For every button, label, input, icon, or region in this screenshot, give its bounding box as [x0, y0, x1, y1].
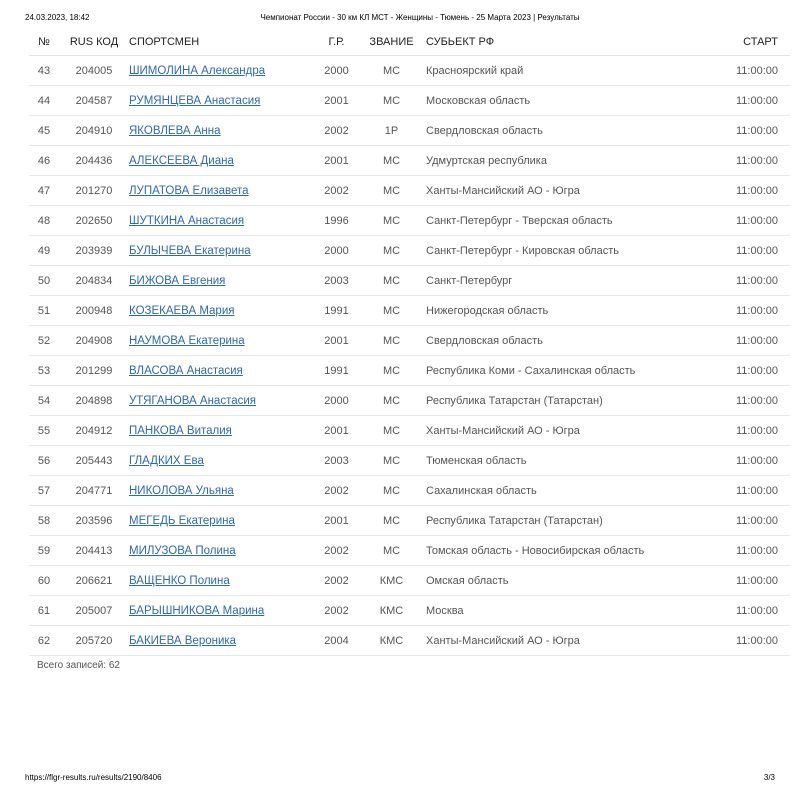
table-row: [29, 536, 790, 566]
cell-region: Свердловская область: [419, 116, 701, 146]
cell-code: 205443: [59, 446, 129, 476]
cell-athlete: [129, 626, 309, 656]
cell-rank: КМС: [364, 596, 419, 626]
athlete-link[interactable]: БУЛЫЧЕВА Екатерина: [129, 244, 251, 257]
cell-rank: КМС: [364, 566, 419, 596]
cell-num: 50: [29, 266, 59, 296]
table-row: [29, 626, 790, 656]
cell-start: 11:00:00: [701, 206, 790, 236]
cell-athlete: [129, 206, 309, 236]
cell-year: 2001: [309, 146, 364, 176]
cell-rank: МС: [364, 146, 419, 176]
cell-code: 201299: [59, 356, 129, 386]
cell-start: 11:00:00: [701, 296, 790, 326]
cell-start: 11:00:00: [701, 236, 790, 266]
cell-region: Тюменская область: [419, 446, 701, 476]
cell-num: 54: [29, 386, 59, 416]
table-row: [29, 236, 790, 266]
cell-year: 2002: [309, 476, 364, 506]
cell-code: 205007: [59, 596, 129, 626]
cell-code: 204834: [59, 266, 129, 296]
athlete-link[interactable]: ГЛАДКИХ Ева: [129, 454, 204, 467]
cell-region: Омская область: [419, 566, 701, 596]
cell-rank: МС: [364, 386, 419, 416]
cell-code: 204910: [59, 116, 129, 146]
cell-start: 11:00:00: [701, 476, 790, 506]
cell-code: 204771: [59, 476, 129, 506]
column-header-rank[interactable]: ЗВАНИЕ: [364, 28, 419, 56]
cell-athlete: [129, 506, 309, 536]
cell-rank: МС: [364, 356, 419, 386]
cell-rank: МС: [364, 536, 419, 566]
cell-rank: КМС: [364, 626, 419, 656]
cell-code: 204908: [59, 326, 129, 356]
cell-rank: МС: [364, 446, 419, 476]
cell-code: 205720: [59, 626, 129, 656]
cell-code: 201270: [59, 176, 129, 206]
cell-region: Удмуртская республика: [419, 146, 701, 176]
table-row: [29, 416, 790, 446]
cell-code: 204436: [59, 146, 129, 176]
cell-year: 2002: [309, 536, 364, 566]
cell-rank: МС: [364, 86, 419, 116]
cell-rank: МС: [364, 296, 419, 326]
cell-region: Санкт-Петербург: [419, 266, 701, 296]
cell-start: 11:00:00: [701, 506, 790, 536]
cell-region: Московская область: [419, 86, 701, 116]
cell-region: Свердловская область: [419, 326, 701, 356]
athlete-link[interactable]: БИЖОВА Евгения: [129, 274, 226, 287]
cell-athlete: [129, 266, 309, 296]
cell-start: 11:00:00: [701, 326, 790, 356]
cell-start: 11:00:00: [701, 356, 790, 386]
print-page-title: Чемпионат России - 30 км КЛ МСТ - Женщины - Тюмень - 25 Марта 2023 | Результаты: [260, 13, 580, 22]
cell-year: 1996: [309, 206, 364, 236]
cell-num: 60: [29, 566, 59, 596]
cell-year: 2001: [309, 86, 364, 116]
athlete-link[interactable]: МЕГЕДЬ Екатерина: [129, 514, 235, 527]
athlete-link[interactable]: НИКОЛОВА Ульяна: [129, 484, 234, 497]
cell-region: Сахалинская область: [419, 476, 701, 506]
cell-num: 58: [29, 506, 59, 536]
cell-code: 204413: [59, 536, 129, 566]
table-row: [29, 206, 790, 236]
athlete-link[interactable]: БАРЫШНИКОВА Марина: [129, 604, 265, 617]
cell-code: 203596: [59, 506, 129, 536]
cell-year: 2002: [309, 176, 364, 206]
cell-num: 47: [29, 176, 59, 206]
cell-athlete: [129, 296, 309, 326]
cell-region: Санкт-Петербург - Кировская область: [419, 236, 701, 266]
print-datetime: 24.03.2023, 18:42: [25, 13, 90, 22]
page-number: 3/3: [763, 773, 775, 782]
cell-year: 2003: [309, 446, 364, 476]
cell-athlete: [129, 476, 309, 506]
cell-num: 53: [29, 356, 59, 386]
cell-num: 59: [29, 536, 59, 566]
athlete-link[interactable]: ЛУПАТОВА Елизавета: [129, 184, 249, 197]
athlete-link[interactable]: БАКИЕВА Вероника: [129, 634, 237, 647]
cell-start: 11:00:00: [701, 626, 790, 656]
cell-athlete: [129, 596, 309, 626]
column-header-region[interactable]: СУБЬЕКТ РФ: [419, 28, 701, 56]
print-url: https://flgr-results.ru/results/2190/8406: [25, 773, 162, 782]
cell-num: 44: [29, 86, 59, 116]
cell-year: 2001: [309, 506, 364, 536]
cell-athlete: [129, 386, 309, 416]
cell-year: 2002: [309, 566, 364, 596]
cell-region: Ханты-Мансийский АО - Югра: [419, 416, 701, 446]
cell-athlete: [129, 566, 309, 596]
cell-start: 11:00:00: [701, 116, 790, 146]
cell-start: 11:00:00: [701, 596, 790, 626]
cell-code: 202650: [59, 206, 129, 236]
cell-athlete: [129, 176, 309, 206]
total-records: Всего записей: 62: [37, 660, 120, 671]
cell-athlete: [129, 416, 309, 446]
athlete-link[interactable]: НАУМОВА Екатерина: [129, 334, 245, 347]
print-footer: [25, 773, 775, 785]
cell-year: 2001: [309, 326, 364, 356]
column-header-athlete[interactable]: СПОРТСМЕН: [129, 28, 309, 56]
table-row: [29, 86, 790, 116]
cell-start: 11:00:00: [701, 56, 790, 86]
cell-num: 55: [29, 416, 59, 446]
cell-year: 2003: [309, 266, 364, 296]
cell-code: 204898: [59, 386, 129, 416]
athlete-link[interactable]: ЯКОВЛЕВА Анна: [129, 124, 221, 137]
cell-num: 51: [29, 296, 59, 326]
cell-year: 2004: [309, 626, 364, 656]
table-row: [29, 176, 790, 206]
cell-start: 11:00:00: [701, 536, 790, 566]
cell-code: 206621: [59, 566, 129, 596]
cell-num: 62: [29, 626, 59, 656]
cell-athlete: [129, 326, 309, 356]
athlete-link[interactable]: ВАЩЕНКО Полина: [129, 574, 230, 587]
results-table-body: [29, 56, 790, 656]
cell-code: 204587: [59, 86, 129, 116]
cell-num: 45: [29, 116, 59, 146]
cell-athlete: [129, 56, 309, 86]
cell-start: 11:00:00: [701, 86, 790, 116]
cell-region: Красноярский край: [419, 56, 701, 86]
column-header-start[interactable]: СТАРТ: [701, 28, 790, 56]
cell-code: 204005: [59, 56, 129, 86]
athlete-link[interactable]: ШИМОЛИНА Александра: [129, 64, 266, 77]
cell-athlete: [129, 236, 309, 266]
cell-rank: МС: [364, 506, 419, 536]
athlete-link[interactable]: МИЛУЗОВА Полина: [129, 544, 236, 557]
cell-athlete: [129, 116, 309, 146]
cell-year: 2000: [309, 236, 364, 266]
athlete-link[interactable]: ПАНКОВА Виталия: [129, 424, 232, 437]
cell-rank: 1Р: [364, 116, 419, 146]
cell-code: 203939: [59, 236, 129, 266]
cell-start: 11:00:00: [701, 146, 790, 176]
cell-code: 200948: [59, 296, 129, 326]
cell-region: Санкт-Петербург - Тверская область: [419, 206, 701, 236]
table-row: [29, 356, 790, 386]
cell-rank: МС: [364, 416, 419, 446]
table-row: [29, 476, 790, 506]
table-row: [29, 446, 790, 476]
cell-year: 2002: [309, 596, 364, 626]
cell-rank: МС: [364, 176, 419, 206]
cell-rank: МС: [364, 266, 419, 296]
cell-rank: МС: [364, 326, 419, 356]
table-row: [29, 296, 790, 326]
cell-region: Москва: [419, 596, 701, 626]
cell-year: 1991: [309, 296, 364, 326]
cell-num: 56: [29, 446, 59, 476]
cell-num: 57: [29, 476, 59, 506]
athlete-link[interactable]: ВЛАСОВА Анастасия: [129, 364, 243, 377]
column-header-num[interactable]: №: [29, 28, 59, 56]
athlete-link[interactable]: УТЯГАНОВА Анастасия: [129, 394, 257, 407]
table-row: [29, 326, 790, 356]
table-row: [29, 566, 790, 596]
cell-start: 11:00:00: [701, 446, 790, 476]
cell-athlete: [129, 356, 309, 386]
table-row: [29, 146, 790, 176]
cell-start: 11:00:00: [701, 266, 790, 296]
cell-athlete: [129, 536, 309, 566]
table-header-row: [29, 28, 790, 56]
table-row: [29, 266, 790, 296]
results-table: [29, 28, 790, 656]
cell-code: 204912: [59, 416, 129, 446]
cell-region: Ханты-Мансийский АО - Югра: [419, 176, 701, 206]
table-row: [29, 56, 790, 86]
cell-start: 11:00:00: [701, 566, 790, 596]
cell-num: 46: [29, 146, 59, 176]
cell-num: 48: [29, 206, 59, 236]
column-header-code[interactable]: RUS КОД: [59, 28, 129, 56]
cell-region: Республика Коми - Сахалинская область: [419, 356, 701, 386]
table-row: [29, 596, 790, 626]
cell-region: Ханты-Мансийский АО - Югра: [419, 626, 701, 656]
cell-region: Республика Татарстан (Татарстан): [419, 506, 701, 536]
cell-num: 52: [29, 326, 59, 356]
cell-region: Нижегородская область: [419, 296, 701, 326]
cell-region: Томская область - Новосибирская область: [419, 536, 701, 566]
cell-start: 11:00:00: [701, 416, 790, 446]
cell-athlete: [129, 146, 309, 176]
cell-num: 61: [29, 596, 59, 626]
cell-num: 49: [29, 236, 59, 266]
table-row: [29, 506, 790, 536]
table-row: [29, 386, 790, 416]
athlete-link[interactable]: ШУТКИНА Анастасия: [129, 214, 245, 227]
athlete-link[interactable]: АЛЕКСЕЕВА Диана: [129, 154, 234, 167]
column-header-year[interactable]: Г.Р.: [309, 28, 364, 56]
cell-year: 2000: [309, 386, 364, 416]
cell-athlete: [129, 446, 309, 476]
cell-start: 11:00:00: [701, 176, 790, 206]
cell-rank: МС: [364, 476, 419, 506]
cell-year: 2000: [309, 56, 364, 86]
table-row: [29, 116, 790, 146]
cell-region: Республика Татарстан (Татарстан): [419, 386, 701, 416]
athlete-link[interactable]: КОЗЕКАЕВА Мария: [129, 304, 235, 317]
cell-rank: МС: [364, 236, 419, 266]
athlete-link[interactable]: РУМЯНЦЕВА Анастасия: [129, 94, 261, 107]
cell-year: 2001: [309, 416, 364, 446]
print-header: [25, 13, 775, 25]
cell-athlete: [129, 86, 309, 116]
cell-start: 11:00:00: [701, 386, 790, 416]
cell-year: 1991: [309, 356, 364, 386]
cell-rank: МС: [364, 56, 419, 86]
cell-year: 2002: [309, 116, 364, 146]
cell-num: 43: [29, 56, 59, 86]
cell-rank: МС: [364, 206, 419, 236]
